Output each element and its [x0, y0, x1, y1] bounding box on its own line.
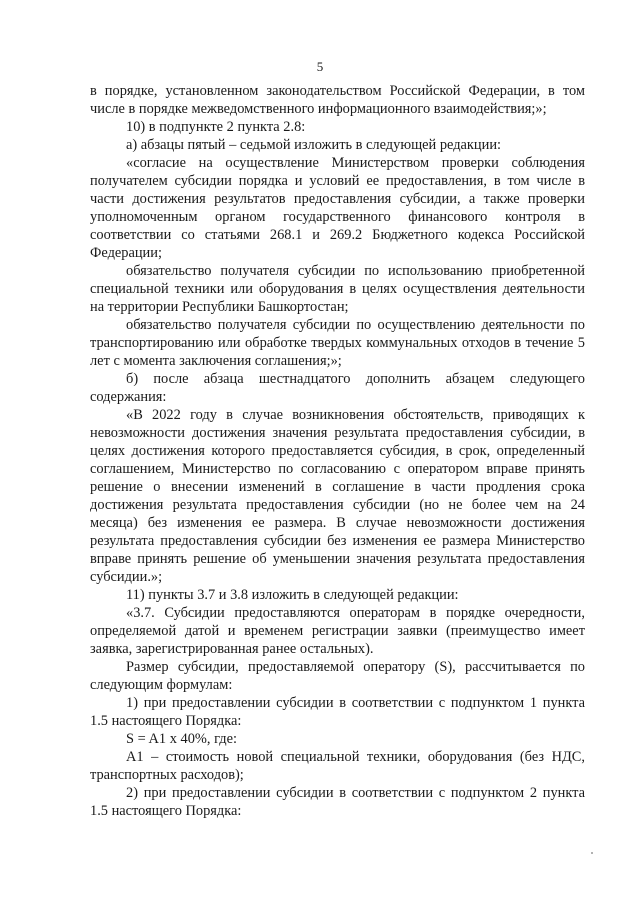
paragraph-item-10: 10) в подпункте 2 пункта 2.8:: [126, 119, 306, 135]
paragraph-obligation-equipment: обязательство получателя субсидии по использованию приобретенной специальной техники или оборудования в целях осуществления деятельности на территории Республики Башкортостан;: [90, 263, 585, 315]
page-number: 5: [316, 59, 324, 74]
paragraph-consent: «согласие на осуществление Министерством проверки соблюдения получателем субсидии порядка и условий ее предоставления, в том числе в части достижения результатов предоставления субсидии, а также проверки уполномоченным органом государственного финансового контроля в соответствии со статьями 268.1 и 269.2 Бюджетного кодекса Российской Федерации;: [90, 155, 585, 261]
paragraph-obligation-waste: обязательство получателя субсидии по осуществлению деятельности по транспортированию или обработке твердых коммунальных отходов в течение 5 лет с момента заключения соглашения;»;: [90, 317, 585, 369]
paragraph-continuation: в порядке, установленном законодательством Российской Федерации, в том числе в порядке межведомственного информационного взаимодействия;»;: [90, 83, 585, 117]
paragraph-item-11: 11) пункты 3.7 и 3.8 изложить в следующей редакции:: [126, 587, 459, 603]
paragraph-case-2: 2) при предоставлении субсидии в соответствии с подпунктом 2 пункта 1.5 настоящего Порядка:: [90, 785, 585, 819]
paragraph-subsidy-size: Размер субсидии, предоставляемой оператору (S), рассчитывается по следующим формулам:: [90, 659, 585, 693]
paragraph-case-1: 1) при предоставлении субсидии в соответствии с подпунктом 1 пункта 1.5 настоящего Порядка:: [90, 695, 585, 729]
paragraph-clause-3-7: «3.7. Субсидии предоставляются операторам в порядке очередности, определяемой датой и временем регистрации заявки (преимущество имеет заявка, зарегистрированная ранее остальных).: [90, 605, 585, 657]
formula-line: S = A1 х 40%, где:: [126, 731, 237, 747]
document-body: [90, 82, 585, 820]
paragraph-a1-definition: А1 – стоимость новой специальной техники, оборудования (без НДС, транспортных расходов);: [90, 749, 585, 783]
paragraph-subitem-b: б) после абзаца шестнадцатого дополнить абзацем следующего содержания:: [90, 371, 585, 405]
paragraph-2022-clause: «В 2022 году в случае возникновения обстоятельств, приводящих к невозможности достижения значения результата предоставления субсидии, в целях достижения которого предоставляется субсидия, в срок, определенный соглашением, Министерство по согласованию с оператором вправе принять решение о внесении изменений в соглашение в части продления срока достижения результата предоставления субсидии (но не более чем на 24 месяца) без изменения ее размера. В случае невозможности достижения результата предоставления субсидии без изменения ее размера Министерство вправе принять решение об уменьшении значения результата предоставления субсидии.»;: [90, 407, 585, 585]
paragraph-subitem-a: а) абзацы пятый – седьмой изложить в следующей редакции:: [126, 137, 502, 153]
scan-artifact-dot: [591, 852, 593, 854]
